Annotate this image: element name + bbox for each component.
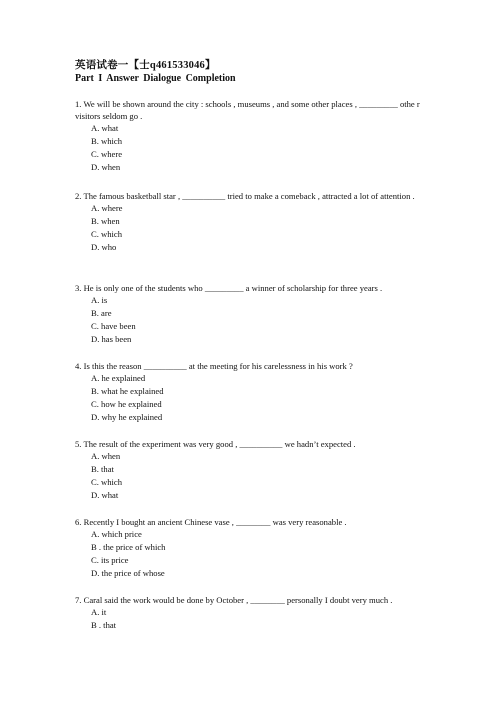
question-6 bbox=[75, 516, 430, 580]
document-title: 英语试卷一【士q461533046】 bbox=[75, 60, 216, 71]
part-heading: Part I Answer Dialogue Completion bbox=[75, 73, 236, 84]
option-a: A. where bbox=[91, 203, 123, 213]
option-a: A. when bbox=[91, 451, 121, 461]
option-a: A. it bbox=[91, 607, 107, 617]
option-b: B. which bbox=[91, 136, 123, 146]
option-b: B. when bbox=[91, 216, 120, 226]
option-b: B. are bbox=[91, 308, 112, 318]
question-stem: 1. We will be shown around the city : schools , museums , and some other places , _________ othe r visitors seldom go . bbox=[75, 99, 420, 121]
option-d: D. why he explained bbox=[91, 412, 163, 422]
option-c: C. which bbox=[91, 229, 123, 239]
question-5 bbox=[75, 438, 430, 502]
option-d: D. has been bbox=[91, 334, 132, 344]
option-d: D. who bbox=[91, 242, 117, 252]
option-a: A. what bbox=[91, 123, 119, 133]
option-a: A. which price bbox=[91, 529, 142, 539]
question-stem: 7. Caral said the work would be done by October , ________ personally I doubt very much . bbox=[75, 595, 393, 605]
option-b: B. what he explained bbox=[91, 386, 164, 396]
option-a: A. he explained bbox=[91, 373, 146, 383]
question-2 bbox=[75, 190, 430, 254]
question-stem: 4. Is this the reason __________ at the meeting for his carelessness in his work ? bbox=[75, 361, 353, 371]
option-c: C. its price bbox=[91, 555, 129, 565]
question-4 bbox=[75, 360, 430, 424]
option-d: D. when bbox=[91, 162, 121, 172]
question-7 bbox=[75, 594, 430, 632]
option-b: B. that bbox=[91, 464, 114, 474]
question-stem: 2. The famous basketball star , __________ tried to make a comeback , attracted a lot of attention . bbox=[75, 191, 415, 201]
option-c: C. have been bbox=[91, 321, 136, 331]
option-c: C. which bbox=[91, 477, 123, 487]
question-1 bbox=[75, 98, 430, 174]
option-b: B . that bbox=[91, 620, 117, 630]
option-d: D. the price of whose bbox=[91, 568, 165, 578]
option-c: C. how he explained bbox=[91, 399, 162, 409]
question-3 bbox=[75, 282, 430, 346]
option-d: D. what bbox=[91, 490, 119, 500]
option-b: B . the price of which bbox=[91, 542, 166, 552]
question-stem: 3. He is only one of the students who _________ a winner of scholarship for three years . bbox=[75, 283, 383, 293]
question-stem: 6. Recently I bought an ancient Chinese vase , ________ was very reasonable . bbox=[75, 517, 347, 527]
option-c: C. where bbox=[91, 149, 123, 159]
question-stem: 5. The result of the experiment was very good , __________ we hadn’t expected . bbox=[75, 439, 356, 449]
option-a: A. is bbox=[91, 295, 108, 305]
